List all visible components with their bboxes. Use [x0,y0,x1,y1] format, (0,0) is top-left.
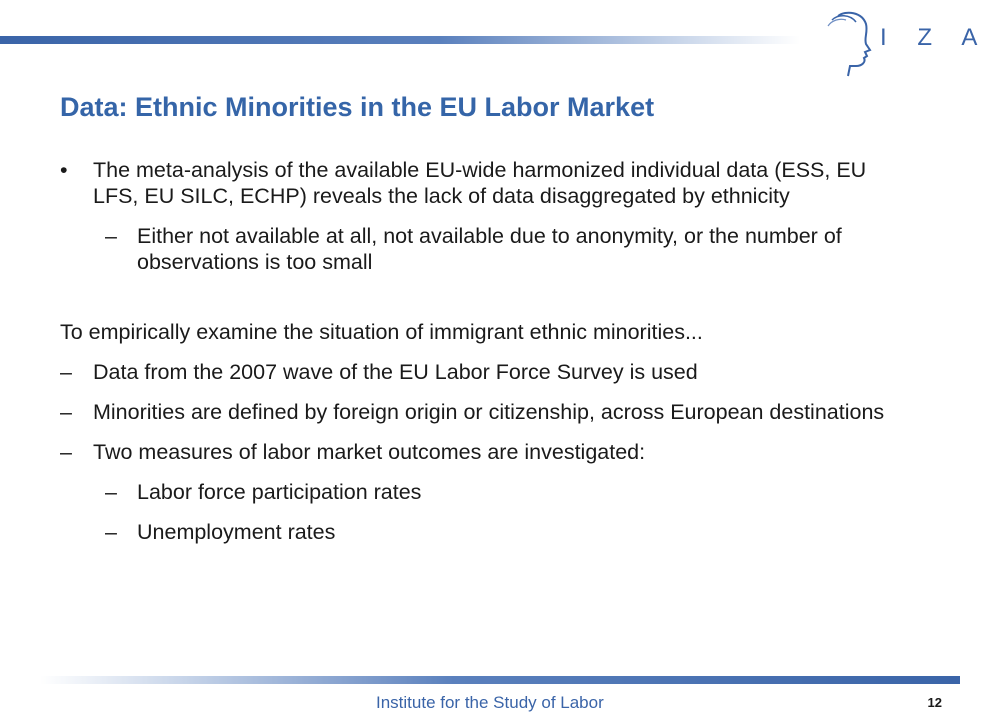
institute-name: Institute for the Study of Labor [376,693,604,712]
sub-dash-item [60,479,900,505]
dash-item [60,359,900,385]
page-number: 12 [927,695,942,710]
sub-dash-item-text: Unemployment rates [137,520,336,544]
bottom-decorative-band [40,676,960,684]
iza-logo [810,8,989,78]
sub-bullet-text: Either not available at all, not available due to anonymity, or the number of observations is too small [137,224,842,274]
dash-item [60,439,900,465]
dash-mark: – [105,480,117,504]
slide-title: Data: Ethnic Minorities in the EU Labor Market [60,92,655,122]
dash-mark: – [105,520,117,544]
sub-dash-item-text: Labor force participation rates [137,480,422,504]
intro-text: To empirically examine the situation of immigrant ethnic minorities... [60,320,703,344]
dash-mark: – [60,400,72,424]
sub-bullet-item [60,223,900,275]
bullet-mark: • [60,158,68,182]
logo-text: I Z A [880,24,989,51]
slide-content [60,157,900,545]
dash-mark: – [60,360,72,384]
sub-dash-item [60,519,900,545]
bullet-text: The meta-analysis of the available EU-wide harmonized individual data (ESS, EU LFS, EU SILC, ECHP) reveals the lack of data disaggregated by ethnicity [93,158,867,208]
bullet-item [60,157,900,209]
dash-mark: – [60,440,72,464]
top-decorative-band [0,36,800,44]
dash-item-text: Data from the 2007 wave of the EU Labor Force Survey is used [93,360,698,384]
dash-item [60,399,900,425]
dash-item-text: Minorities are defined by foreign origin or citizenship, across European destinations [93,400,885,424]
dash-mark: – [105,224,117,248]
dash-item-text: Two measures of labor market outcomes are investigated: [93,440,646,464]
head-profile-icon [810,8,874,78]
